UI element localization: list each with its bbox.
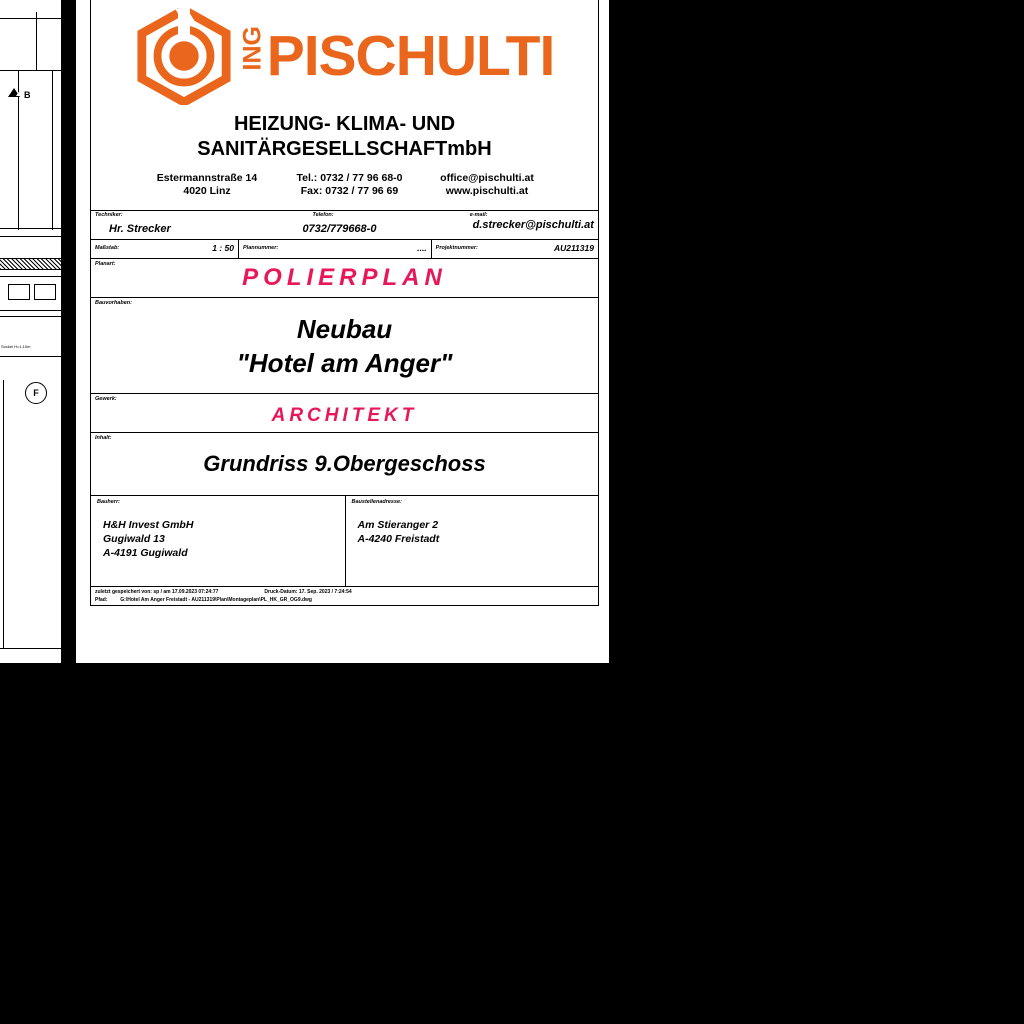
company-name — [91, 112, 598, 162]
row-footer — [91, 586, 598, 605]
plan-type-title: POLIERPLAN — [242, 264, 447, 291]
bauherr-line-1: H&H Invest GmbH — [103, 519, 194, 531]
field-telefon — [268, 211, 435, 239]
caption-gewerk: Gewerk: — [95, 396, 117, 402]
bauherr-line-3: A-4191 Gugiwald — [103, 547, 188, 559]
row-inhalt — [91, 432, 598, 495]
caption-telefon: Telefon: — [312, 212, 334, 218]
logo-band — [91, 0, 598, 210]
company-line-1: HEIZUNG- KLIMA- UND — [233, 113, 456, 135]
bauherr-address — [97, 518, 339, 560]
plan-box — [8, 284, 30, 300]
project-line-1: Neubau — [296, 313, 393, 344]
field-techniker — [91, 211, 268, 239]
plan-line — [0, 316, 61, 317]
value-telefon: 0732/779668-0 — [302, 223, 377, 235]
baustelle-line-2: A-4240 Freistadt — [357, 533, 440, 545]
contact-tel: Tel.: 0732 / 77 96 68-0 — [296, 172, 403, 184]
section-marker-icon — [8, 88, 20, 97]
hexagon-logo-icon — [135, 7, 233, 105]
caption-techniker: Techniker: — [95, 212, 123, 218]
caption-bauvorhaben: Bauvorhaben: — [95, 300, 132, 306]
plan-line — [0, 310, 61, 311]
company-line-2: SANITÄRGESELLSCHAFTmbH — [197, 138, 492, 160]
value-email: d.strecker@pischulti.at — [472, 219, 594, 231]
plan-line — [0, 356, 61, 357]
caption-planart: Planart: — [95, 261, 116, 267]
plan-line — [0, 228, 61, 229]
value-techniker: Hr. Strecker — [109, 223, 171, 235]
caption-inhalt: Inhalt: — [95, 435, 112, 441]
sheet-gutter — [61, 0, 76, 663]
field-email — [436, 211, 598, 239]
contact-email: office@pischulti.at — [440, 172, 534, 184]
footer-print-date: Druck-Datum: 17. Sep. 2023 / 7:24:54 — [264, 589, 352, 595]
plan-fragment — [0, 0, 61, 663]
gewerk-title: ARCHITEKT — [271, 405, 418, 426]
title-block — [90, 0, 599, 606]
footer-path-value: G:\Hotel Am Anger Freistadt - AU211319\Plan\Montageplan\PL_HK_GR_OG9.dwg — [120, 597, 312, 603]
plan-label-b: B — [24, 90, 31, 100]
brand-name: PISCHULTI — [266, 23, 555, 88]
value-plannummer: .... — [417, 243, 427, 253]
footer-saved-info: zuletzt gespeichert von: sp / am 17.09.2023 07:24:77 — [95, 589, 219, 595]
field-projektnummer — [431, 240, 598, 258]
plan-line — [0, 70, 61, 71]
brand-prefix: ING — [238, 25, 267, 70]
company-contact — [91, 172, 598, 198]
plan-line — [0, 276, 61, 277]
caption-massstab: Maßstab: — [95, 245, 120, 251]
project-line-2: "Hotel am Anger" — [236, 347, 453, 378]
row-addresses — [91, 495, 598, 586]
row-bauvorhaben — [91, 297, 598, 393]
field-bauherr — [91, 496, 345, 586]
plan-line — [3, 380, 4, 648]
field-baustelle — [345, 496, 599, 586]
footer-path-caption: Pfad: — [95, 597, 108, 603]
caption-projektnummer: Projektnummer: — [435, 245, 478, 251]
value-projektnummer: AU211319 — [553, 243, 594, 253]
plan-line — [0, 236, 61, 237]
plan-box — [34, 284, 56, 300]
contact-fax: Fax: 0732 / 77 96 69 — [300, 185, 399, 197]
contact-city: 4020 Linz — [183, 185, 231, 197]
plan-line — [0, 18, 61, 19]
grid-bubble-f: F — [25, 382, 47, 404]
value-massstab: 1 : 50 — [212, 243, 235, 253]
caption-plannummer: Plannummer: — [243, 245, 279, 251]
inhalt-title: Grundriss 9.Obergeschoss — [203, 451, 486, 476]
caption-bauherr: Bauherr: — [97, 499, 120, 505]
row-gewerk — [91, 393, 598, 432]
row-planart — [91, 258, 598, 297]
slab-hatch — [0, 258, 61, 270]
baustelle-line-1: Am Stieranger 2 — [357, 519, 439, 531]
plan-dimension-note: Sockel H=1,10m — [1, 344, 31, 349]
caption-baustelle: Baustellenadresse: — [351, 499, 402, 505]
plan-line — [52, 70, 53, 230]
row-massstab — [91, 239, 598, 258]
contact-web: www.pischulti.at — [445, 185, 529, 197]
row-techniker — [91, 210, 598, 239]
field-plannummer — [238, 240, 431, 258]
caption-email: e-mail: — [469, 212, 488, 218]
footer-meta — [95, 589, 594, 596]
field-massstab — [91, 240, 238, 258]
brand-wordmark — [238, 23, 555, 88]
baustelle-address — [352, 518, 593, 546]
plan-line — [36, 12, 37, 70]
bauherr-line-2: Gugiwald 13 — [103, 533, 165, 545]
plan-line — [0, 648, 61, 649]
contact-street: Estermannstraße 14 — [156, 172, 258, 184]
footer-path — [95, 596, 594, 604]
